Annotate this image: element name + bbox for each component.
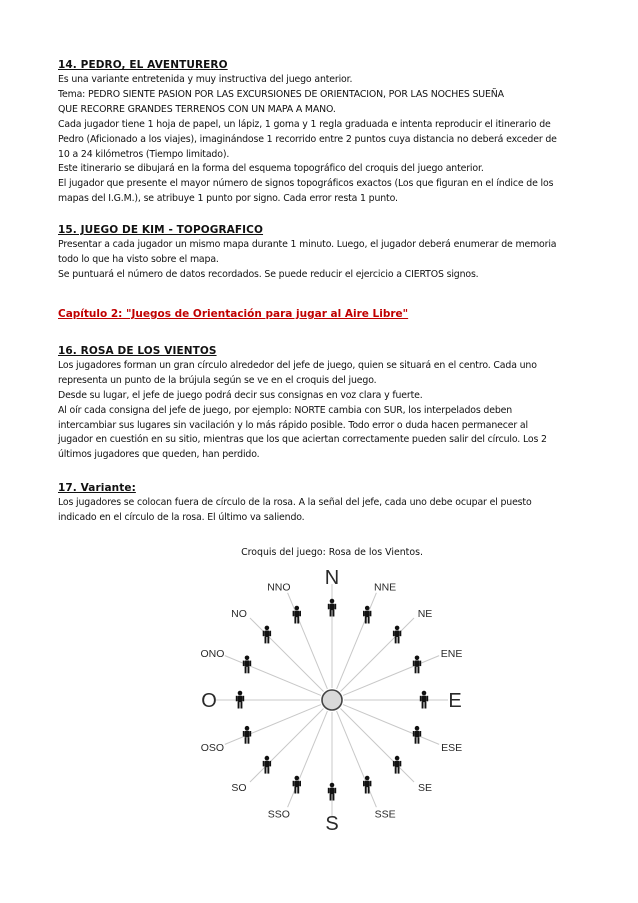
- compass-rose-diagram: [188, 564, 478, 836]
- text-line: jugador en cuestión en su sitio, mientras que los que aciertan correctamente pueden salir del círculo. Los 2: [58, 434, 547, 446]
- text-line: Los jugadores se colocan fuera de círculo de la rosa. A la señal del jefe, cada uno debe ocupar el puesto: [58, 497, 532, 509]
- player-figure-icon: [420, 691, 428, 709]
- spoke-line: [343, 656, 439, 696]
- text-line: Este itinerario se dibujará en la forma del esquema topográfico del croquis del juego anterior.: [58, 163, 484, 175]
- text-line: Es una variante entretenida y muy instructiva del juego anterior.: [58, 74, 353, 85]
- compass-label: SO: [231, 782, 247, 794]
- text-line: El jugador que presente el mayor número de signos topográficos exactos (Los que figuran en el índice de los: [58, 178, 554, 190]
- text-line: últimos jugadores que queden, han perdido.: [58, 449, 260, 461]
- compass-label: E: [448, 690, 462, 712]
- text-line: Al oír cada consigna del jefe de juego, por ejemplo: NORTE cambia con SUR, los interpelados deben: [58, 404, 513, 416]
- compass-label: SSO: [267, 808, 290, 821]
- text-line: Tema: PEDRO SIENTE PASION POR LAS EXCURSIONES DE ORIENTACION, POR LAS NOCHES SUEÑA: [58, 88, 504, 100]
- text-line: intercambiar sus lugares sin vacilación y lo más rápido posible. Todo error o duda hacen permanecer al: [58, 419, 528, 431]
- spoke-line: [225, 705, 321, 745]
- player-figure-icon: [263, 626, 271, 644]
- spoke-line: [225, 656, 321, 696]
- player-figure-icon: [236, 691, 244, 709]
- spoke-line: [337, 711, 377, 807]
- player-figure-icon: [243, 656, 251, 674]
- section-heading: 15. JUEGO DE KIM - TOPOGRAFICO: [58, 224, 264, 237]
- diagram-caption: Croquis del juego: Rosa de los Vientos.: [241, 547, 423, 558]
- document-page: [58, 58, 606, 558]
- player-figure-icon: [413, 656, 421, 674]
- compass-label: OSO: [200, 742, 225, 755]
- spoke-line: [288, 711, 328, 807]
- center-leader-circle: [322, 690, 342, 710]
- text-line: Se puntuará el número de datos recordados. Se puede reducir el ejercicio a CIERTOS signos.: [58, 268, 479, 280]
- compass-label: O: [201, 690, 217, 712]
- text-line: Los jugadores forman un gran círculo alrededor del jefe de juego, quien se situará en el centro. Cada uno: [58, 359, 537, 371]
- section-heading: 14. PEDRO, EL AVENTURERO: [58, 59, 228, 71]
- chapter-heading: Capítulo 2: "Juegos de Orientación para jugar al Aire Libre": [58, 307, 409, 320]
- section-heading: 17. Variante:: [58, 482, 136, 495]
- compass-label: S: [325, 813, 339, 835]
- text-line: representa un punto de la brújula según se ve en el croquis del juego.: [58, 374, 377, 386]
- spoke-line: [340, 618, 414, 692]
- compass-label: NNE: [374, 581, 397, 594]
- compass-label: NNO: [267, 581, 291, 594]
- text-line: Cada jugador tiene 1 hoja de papel, un lápiz, 1 goma y 1 regla graduada e intenta reproducir el itinerario de: [58, 118, 551, 130]
- section-heading: 16. ROSA DE LOS VIENTOS: [58, 344, 217, 357]
- spoke-line: [337, 593, 377, 689]
- compass-label: ESE: [441, 742, 463, 755]
- spoke-line: [250, 708, 324, 782]
- text-line: 10 a 24 kilómetros (Tiempo limitado).: [58, 148, 230, 160]
- text-line: QUE RECORRE GRANDES TERRENOS CON UN MAPA A MANO.: [58, 103, 336, 115]
- text-line: mapas del I.G.M.), se atribuye 1 punto por signo. Cada error resta 1 punto.: [58, 193, 398, 205]
- player-figure-icon: [393, 626, 401, 644]
- player-figure-icon: [243, 726, 251, 744]
- text-line: Desde su lugar, el jefe de juego podrá decir sus consignas en voz clara y fuerte.: [58, 389, 423, 401]
- compass-label: N: [324, 567, 340, 589]
- spoke-line: [340, 708, 414, 782]
- text-line: todo lo que ha visto sobre el mapa.: [58, 254, 219, 266]
- text-line: Pedro (Aficionado a los viajes), imaginándose 1 recorrido entre 2 puntos cuya distancia no deberá exceder de: [58, 133, 557, 145]
- spoke-line: [250, 618, 324, 692]
- text-line: Presentar a cada jugador un mismo mapa durante 1 minuto. Luego, el jugador deberá enumerar de memoria: [58, 239, 557, 251]
- spoke-line: [343, 705, 439, 745]
- compass-label: SSE: [374, 808, 396, 821]
- player-figure-icon: [393, 756, 401, 774]
- compass-label: ENE: [440, 647, 463, 660]
- text-line: indicado en el círculo de la rosa. El último va saliendo.: [58, 512, 305, 524]
- player-figure-icon: [413, 726, 421, 744]
- spoke-line: [288, 593, 328, 689]
- player-figure-icon: [263, 756, 271, 774]
- compass-label: NE: [417, 608, 433, 620]
- compass-label: SE: [417, 782, 433, 794]
- compass-label: NO: [231, 608, 247, 620]
- compass-label: ONO: [200, 647, 225, 660]
